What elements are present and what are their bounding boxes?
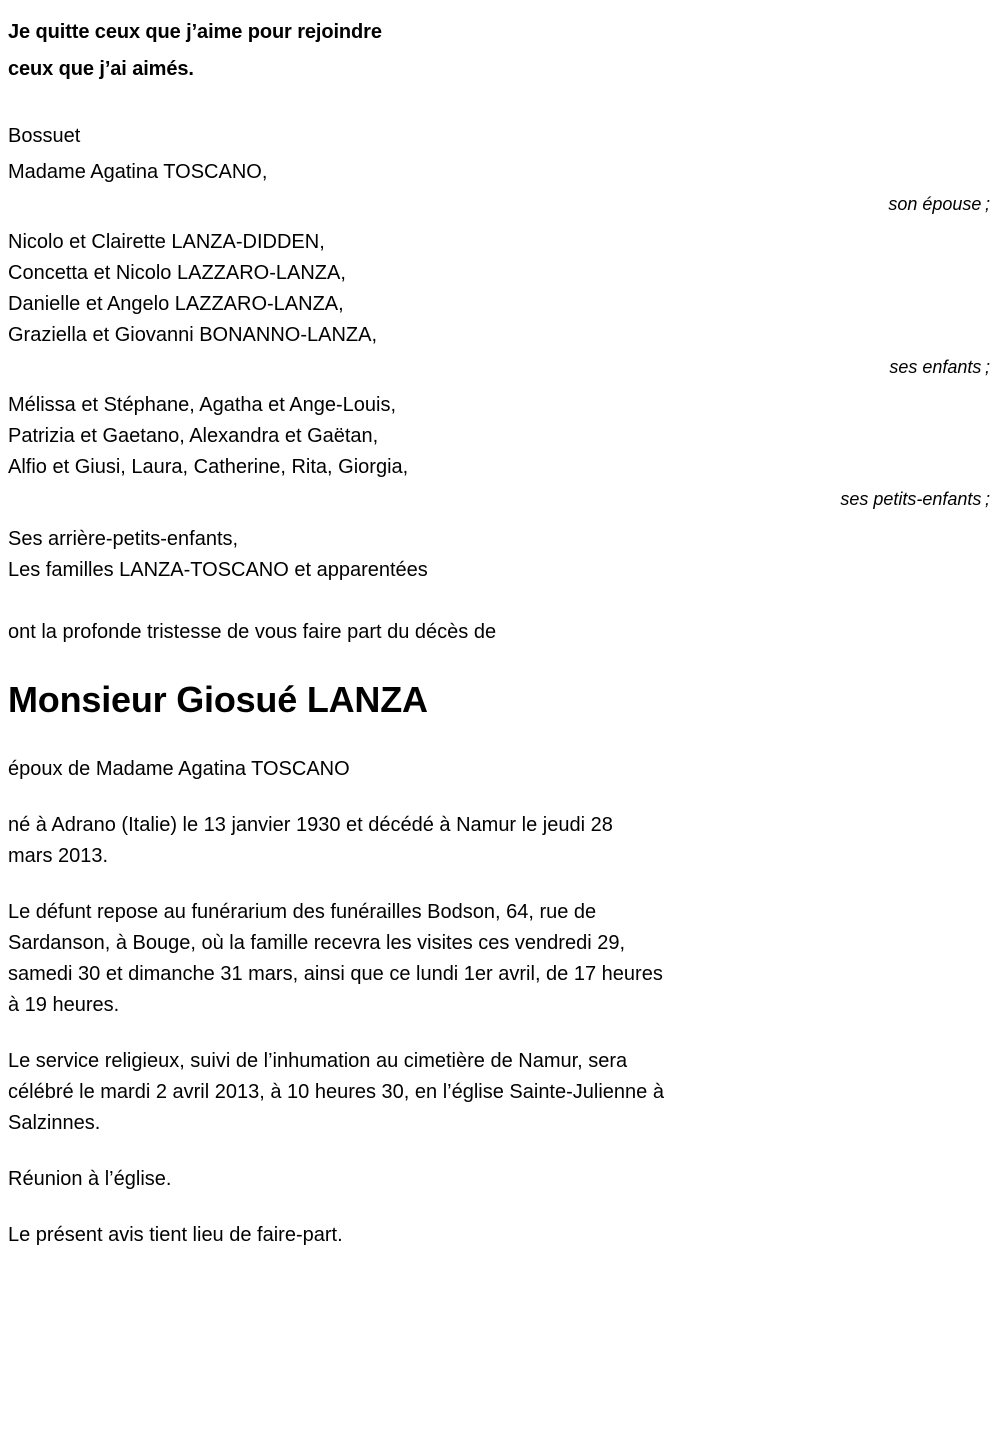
name-line: Ses arrière-petits-enfants, (8, 528, 239, 550)
relation-block-children (8, 219, 992, 382)
detail-line: Le défunt repose au funérarium des funérailles Bodson, 64, rue de (8, 901, 597, 923)
epigraph-attribution: Bossuet (8, 125, 81, 147)
name-line: Mélissa et Stéphane, Agatha et Ange-Louis, (8, 394, 397, 416)
epigraph-quote (8, 14, 992, 88)
announcement-lead: ont la profonde tristesse de vous faire part du décès de (8, 621, 497, 643)
relation-label-children: ses enfants ; (889, 357, 990, 377)
deceased-spouse-of: époux de Madame Agatina TOSCANO (8, 758, 350, 780)
detail-birth-death (8, 785, 992, 872)
children-names (8, 227, 992, 351)
epigraph-line-2: ceux que j’ai aimés. (8, 58, 194, 80)
relation-block-grandchildren (8, 382, 992, 514)
relation-label-grandchildren: ses petits-enfants ; (840, 489, 990, 509)
relation-block-spouse (8, 151, 992, 219)
detail-line: samedi 30 et dimanche 31 mars, ainsi que ce lundi 1er avril, de 17 heures (8, 963, 663, 985)
detail-line: Le service religieux, suivi de l’inhumation au cimetière de Namur, sera (8, 1050, 628, 1072)
detail-line: célébré le mardi 2 avril 2013, à 10 heures 30, en l’église Sainte-Julienne à (8, 1081, 664, 1103)
detail-gathering: Réunion à l’église. (8, 1168, 172, 1190)
name-line: Nicolo et Clairette LANZA-DIDDEN, (8, 231, 325, 253)
name-line: Alfio et Giusi, Laura, Catherine, Rita, Giorgia, (8, 456, 409, 478)
name-line: Danielle et Angelo LAZZARO-LANZA, (8, 293, 344, 315)
detail-line: né à Adrano (Italie) le 13 janvier 1930 et décédé à Namur le jeudi 28 (8, 814, 613, 836)
detail-visitation (8, 872, 992, 1021)
detail-line: Salzinnes. (8, 1112, 101, 1134)
name-line: Concetta et Nicolo LAZZARO-LANZA, (8, 262, 346, 284)
other-relatives-names (8, 514, 992, 586)
detail-line: mars 2013. (8, 845, 109, 867)
detail-service (8, 1021, 992, 1139)
name-line: Graziella et Giovanni BONANNO-LANZA, (8, 324, 378, 346)
detail-faire-part-notice: Le présent avis tient lieu de faire-part. (8, 1224, 343, 1246)
name-line: Patrizia et Gaetano, Alexandra et Gaëtan, (8, 425, 379, 447)
detail-line: Sardanson, à Bouge, où la famille recevra les visites ces vendredi 29, (8, 932, 626, 954)
deceased-name: Monsieur Giosué LANZA (8, 679, 428, 720)
epigraph-line-1: Je quitte ceux que j’aime pour rejoindre (8, 21, 382, 43)
name-line: Madame Agatina TOSCANO, (8, 161, 268, 183)
relation-label-spouse: son épouse ; (888, 194, 990, 214)
spouse-names (8, 157, 992, 188)
grandchildren-names (8, 390, 992, 483)
name-line: Les familles LANZA-TOSCANO et apparentées (8, 559, 428, 581)
detail-line: à 19 heures. (8, 994, 120, 1016)
